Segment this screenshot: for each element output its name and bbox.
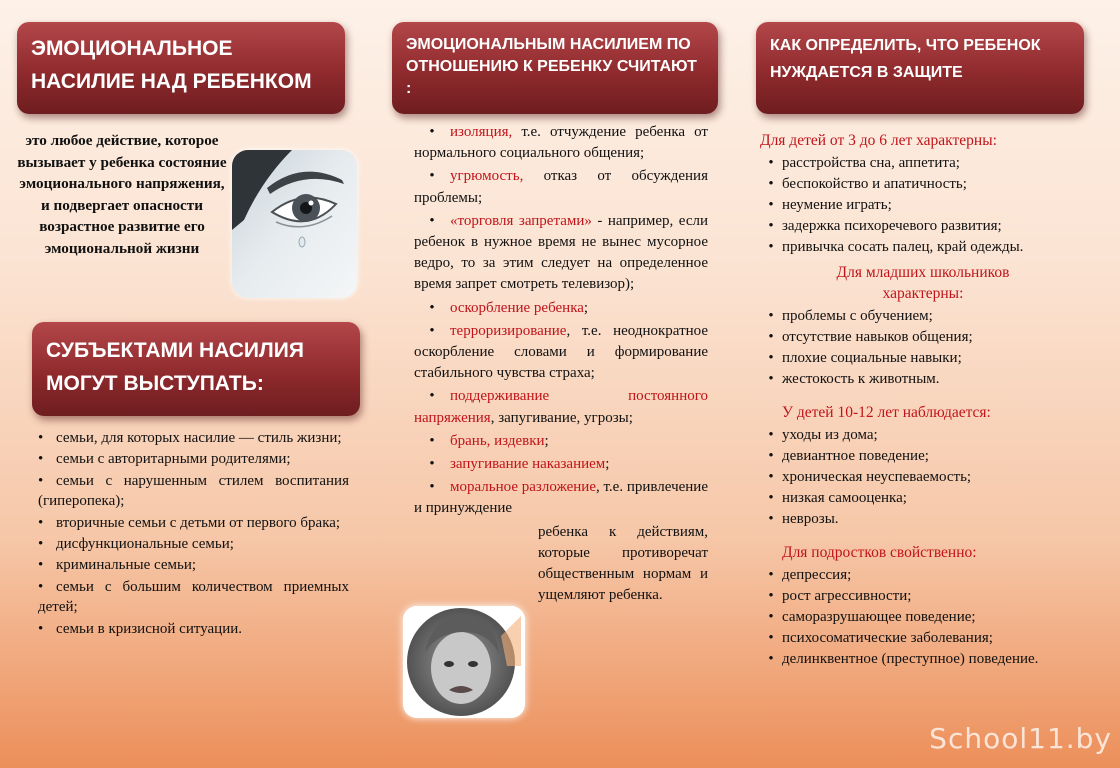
- list-item: • неумение играть;: [768, 197, 892, 213]
- subjects-list: [38, 428, 349, 640]
- list-item: • семьи с нарушенным стилем воспитания (гиперопека);: [38, 472, 349, 510]
- age-signs-section: [760, 128, 1086, 670]
- age-group-heading: У детей 10-12 лет наблюдается:: [782, 404, 991, 421]
- age-group-heading: Для младших школьников характерны:: [836, 264, 1010, 302]
- list-item: • семьи с авторитарными родителями;: [38, 451, 291, 468]
- list-item: • плохие социальные навыки;: [768, 350, 962, 366]
- subjects-title: СУБЪЕКТАМИ НАСИЛИЯ МОГУТ ВЫСТУПАТЬ:: [46, 339, 304, 395]
- age-group-list: [760, 306, 1086, 390]
- list-item: • психосоматические заболевания;: [768, 630, 993, 646]
- list-item: • криминальные семьи;: [38, 557, 197, 574]
- violence-list: [414, 122, 708, 608]
- subjects-title-banner: [32, 322, 360, 416]
- list-item: • уходы из дома;: [768, 427, 878, 443]
- list-item: • угрюмость, отказ от обсуждения проблемы;: [414, 168, 708, 206]
- violence-title-banner: [392, 22, 718, 114]
- list-item: • низкая самооценка;: [768, 490, 907, 506]
- definition-text: это любое действие, которое вызывает у ребенка состояние эмоционального напряжения, и подвергает опасности возрастное развитие его эмоциональной жизни: [17, 132, 227, 257]
- list-item: • семьи, для которых насилие — стиль жизни;: [38, 430, 342, 446]
- age-group-list: [760, 153, 1086, 258]
- list-item: • поддерживание постоянного напряжения, запугивание, угрозы;: [414, 388, 708, 426]
- protection-title: КАК ОПРЕДЕЛИТЬ, ЧТО РЕБЕНОК НУЖДАЕТСЯ В ЗАЩИТЕ: [770, 37, 1041, 81]
- list-item: • проблемы с обучением;: [768, 308, 933, 324]
- list-item: • задержка психоречевого развития;: [768, 218, 1002, 234]
- list-item: • привычка сосать палец, край одежды.: [768, 239, 1024, 255]
- list-item: • девиантное поведение;: [768, 448, 929, 464]
- list-item: • терроризирование, т.е. неоднократное оскорбление словами и формирование стабильного чувства страха;: [414, 322, 708, 382]
- age-group-heading: Для детей от 3 до 6 лет характерны:: [760, 132, 997, 149]
- list-item: • изоляция, т.е. отчуждение ребенка от нормального социального общения;: [414, 124, 708, 162]
- list-item-continuation: ребенка к действиям, которые противоречат общественным нормам и ущемляют ребенка.: [538, 523, 708, 604]
- list-item: • расстройства сна, аппетита;: [768, 155, 960, 171]
- list-item: • саморазрушающее поведение;: [768, 609, 976, 625]
- list-item: • брань, издевки;: [429, 432, 549, 449]
- list-item: • жестокость к животным.: [768, 371, 940, 387]
- age-group-list: [760, 565, 1086, 670]
- age-group-list: [760, 425, 1086, 530]
- list-item: • хроническая неуспеваемость;: [768, 469, 972, 485]
- list-item: • семьи в кризисной ситуации.: [38, 620, 243, 637]
- main-title-banner: [17, 22, 345, 114]
- list-item: • депрессия;: [768, 567, 852, 583]
- age-group-heading: Для подростков свойственно:: [782, 544, 977, 561]
- crying-child-photo: [403, 606, 525, 718]
- list-item: • делинквентное (преступное) поведение.: [768, 651, 1039, 667]
- list-item: • беспокойство и апатичность;: [768, 176, 967, 192]
- list-item: • «торговля запретами» - например, если ребенок в нужное время не вынес мусорное ведро, то за этим следует на определенное время запрет смотреть телевизор);: [414, 212, 708, 293]
- protection-title-banner: [756, 22, 1084, 114]
- list-item: • семьи с большим количеством приемных детей;: [38, 578, 349, 616]
- list-item: • оскорбление ребенка;: [429, 299, 589, 316]
- list-item: • вторичные семьи с детьми от первого брака;: [38, 514, 341, 531]
- list-item: • неврозы.: [768, 511, 839, 527]
- list-item: • отсутствие навыков общения;: [768, 329, 973, 345]
- list-item: • дисфункциональные семьи;: [38, 535, 234, 552]
- violence-title: ЭМОЦИОНАЛЬНЫМ НАСИЛИЕМ ПО ОТНОШЕНИЮ К РЕБЕНКУ СЧИТАЮТ :: [406, 36, 697, 97]
- crying-eye-photo: [232, 150, 357, 298]
- site-watermark: School11.by: [929, 722, 1112, 755]
- list-item: • рост агрессивности;: [768, 588, 912, 604]
- list-item: • запугивание наказанием;: [429, 456, 610, 473]
- main-title: ЭМОЦИОНАЛЬНОЕ НАСИЛИЕ НАД РЕБЕНКОМ: [31, 37, 312, 93]
- list-item: • моральное разложение, т.е. привлечение и принуждение: [414, 479, 708, 517]
